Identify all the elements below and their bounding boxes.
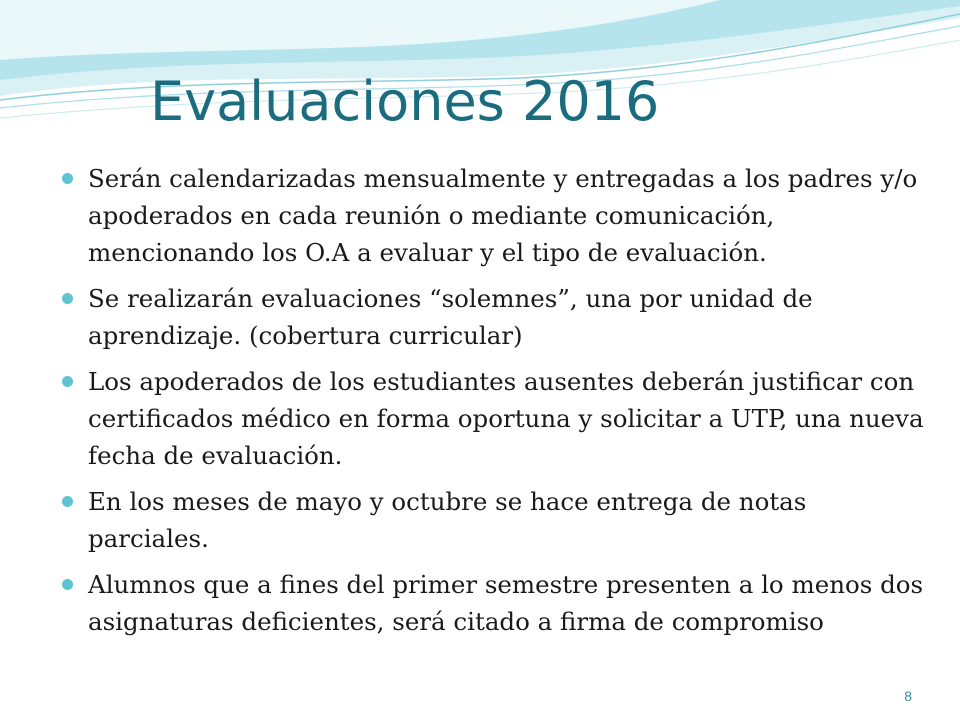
bullet-item [60, 280, 930, 354]
bullet-dot-icon [62, 376, 73, 387]
bullet-list [60, 160, 930, 649]
bullet-item [60, 363, 930, 474]
bullet-text: Serán calendarizadas mensualmente y entregadas a los padres y/o apoderados en cada reunión o mediante comunicación, mencionando los O.A a evaluar y el tipo de evaluación. [88, 164, 918, 267]
page-number: 8 [904, 688, 912, 704]
bullet-text: Alumnos que a fines del primer semestre presenten a lo menos dos asignaturas deficientes, será citado a firma de compromiso [88, 570, 924, 636]
bullet-dot-icon [62, 496, 73, 507]
bullet-dot-icon [62, 293, 73, 304]
bullet-text: En los meses de mayo y octubre se hace entrega de notas parciales. [88, 487, 807, 553]
bullet-item [60, 566, 930, 640]
bullet-dot-icon [62, 173, 73, 184]
bullet-text: Se realizarán evaluaciones “solemnes”, una por unidad de aprendizaje. (cobertura curricular) [88, 284, 813, 350]
bullet-item [60, 160, 930, 271]
bullet-dot-icon [62, 579, 73, 590]
bullet-item [60, 483, 930, 557]
bullet-text: Los apoderados de los estudiantes ausentes deberán justificar con certificados médico en forma oportuna y solicitar a UTP, una nueva fecha de evaluación. [88, 367, 924, 470]
slide-title: Evaluaciones 2016 [150, 70, 660, 133]
